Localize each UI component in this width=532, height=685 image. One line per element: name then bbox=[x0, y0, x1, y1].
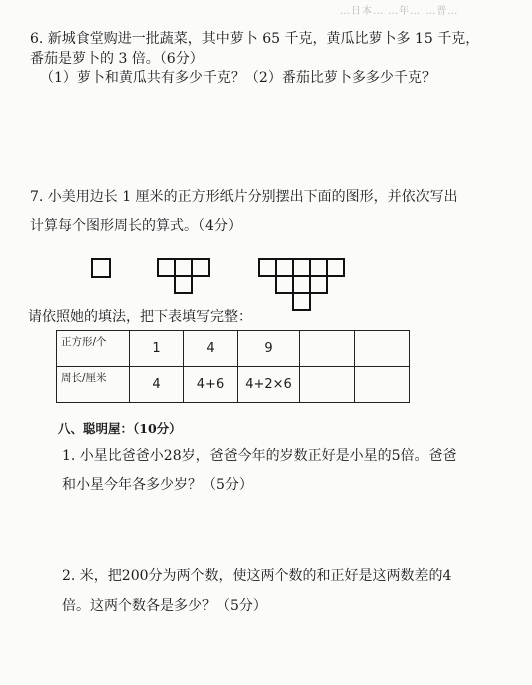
square-tile bbox=[91, 258, 111, 278]
square-tile bbox=[292, 292, 311, 311]
square-tile bbox=[309, 275, 328, 294]
table-cell: 1 bbox=[130, 331, 184, 367]
table-cell-blank[interactable] bbox=[355, 367, 410, 403]
q7-line1: 7. 小美用边长 1 厘米的正方形纸片分别摆出下面的图形，并依次写出 bbox=[30, 189, 458, 205]
q6-line2: 番茄是萝卜的 3 倍。（6分） bbox=[30, 51, 204, 67]
p1-line1: 1. 小星比爸爸小28岁，爸爸今年的岁数正好是小星的5倍。爸爸 bbox=[62, 448, 457, 464]
p2-line2: 倍。这两个数各是多少？（5分） bbox=[62, 598, 267, 614]
table-cell: 4 bbox=[130, 367, 184, 403]
table-row bbox=[57, 367, 410, 403]
square-tile bbox=[191, 258, 210, 277]
perimeter-table bbox=[56, 330, 410, 403]
q6-line3: （1）萝卜和黄瓜共有多少千克？（2）番茄比萝卜多多少千克？ bbox=[40, 70, 436, 86]
table-cell-blank[interactable] bbox=[355, 331, 410, 367]
q7-instruction: 请依照她的填法，把下表填写完整： bbox=[28, 309, 252, 325]
table-cell: 4+6 bbox=[184, 367, 238, 403]
q6-line1: 6. 新城食堂购进一批蔬菜，其中萝卜 65 千克，黄瓜比萝卜多 15 千克， bbox=[30, 31, 480, 47]
row-header-squares: 正方形/个 bbox=[57, 331, 130, 367]
header-smudge: …日本… …年… …普… bbox=[340, 6, 459, 17]
table-cell: 4 bbox=[184, 331, 238, 367]
row-header-perimeter: 周长/厘米 bbox=[57, 367, 130, 403]
p1-line2: 和小星今年各多少岁？（5分） bbox=[62, 477, 253, 493]
table-row bbox=[57, 331, 410, 367]
section-8-title: 八、聪明屋：（10分） bbox=[58, 421, 182, 436]
p2-line1: 2. 米，把200分为两个数，使这两个数的和正好是这两数差的4 bbox=[62, 568, 452, 584]
q7-line2: 计算每个图形周长的算式。（4分） bbox=[30, 218, 242, 234]
square-tile bbox=[174, 275, 193, 294]
table-cell-blank[interactable] bbox=[300, 331, 355, 367]
table-cell: 9 bbox=[238, 331, 300, 367]
table-cell: 4+2×6 bbox=[238, 367, 300, 403]
table-cell-blank[interactable] bbox=[300, 367, 355, 403]
square-tile bbox=[326, 258, 345, 277]
